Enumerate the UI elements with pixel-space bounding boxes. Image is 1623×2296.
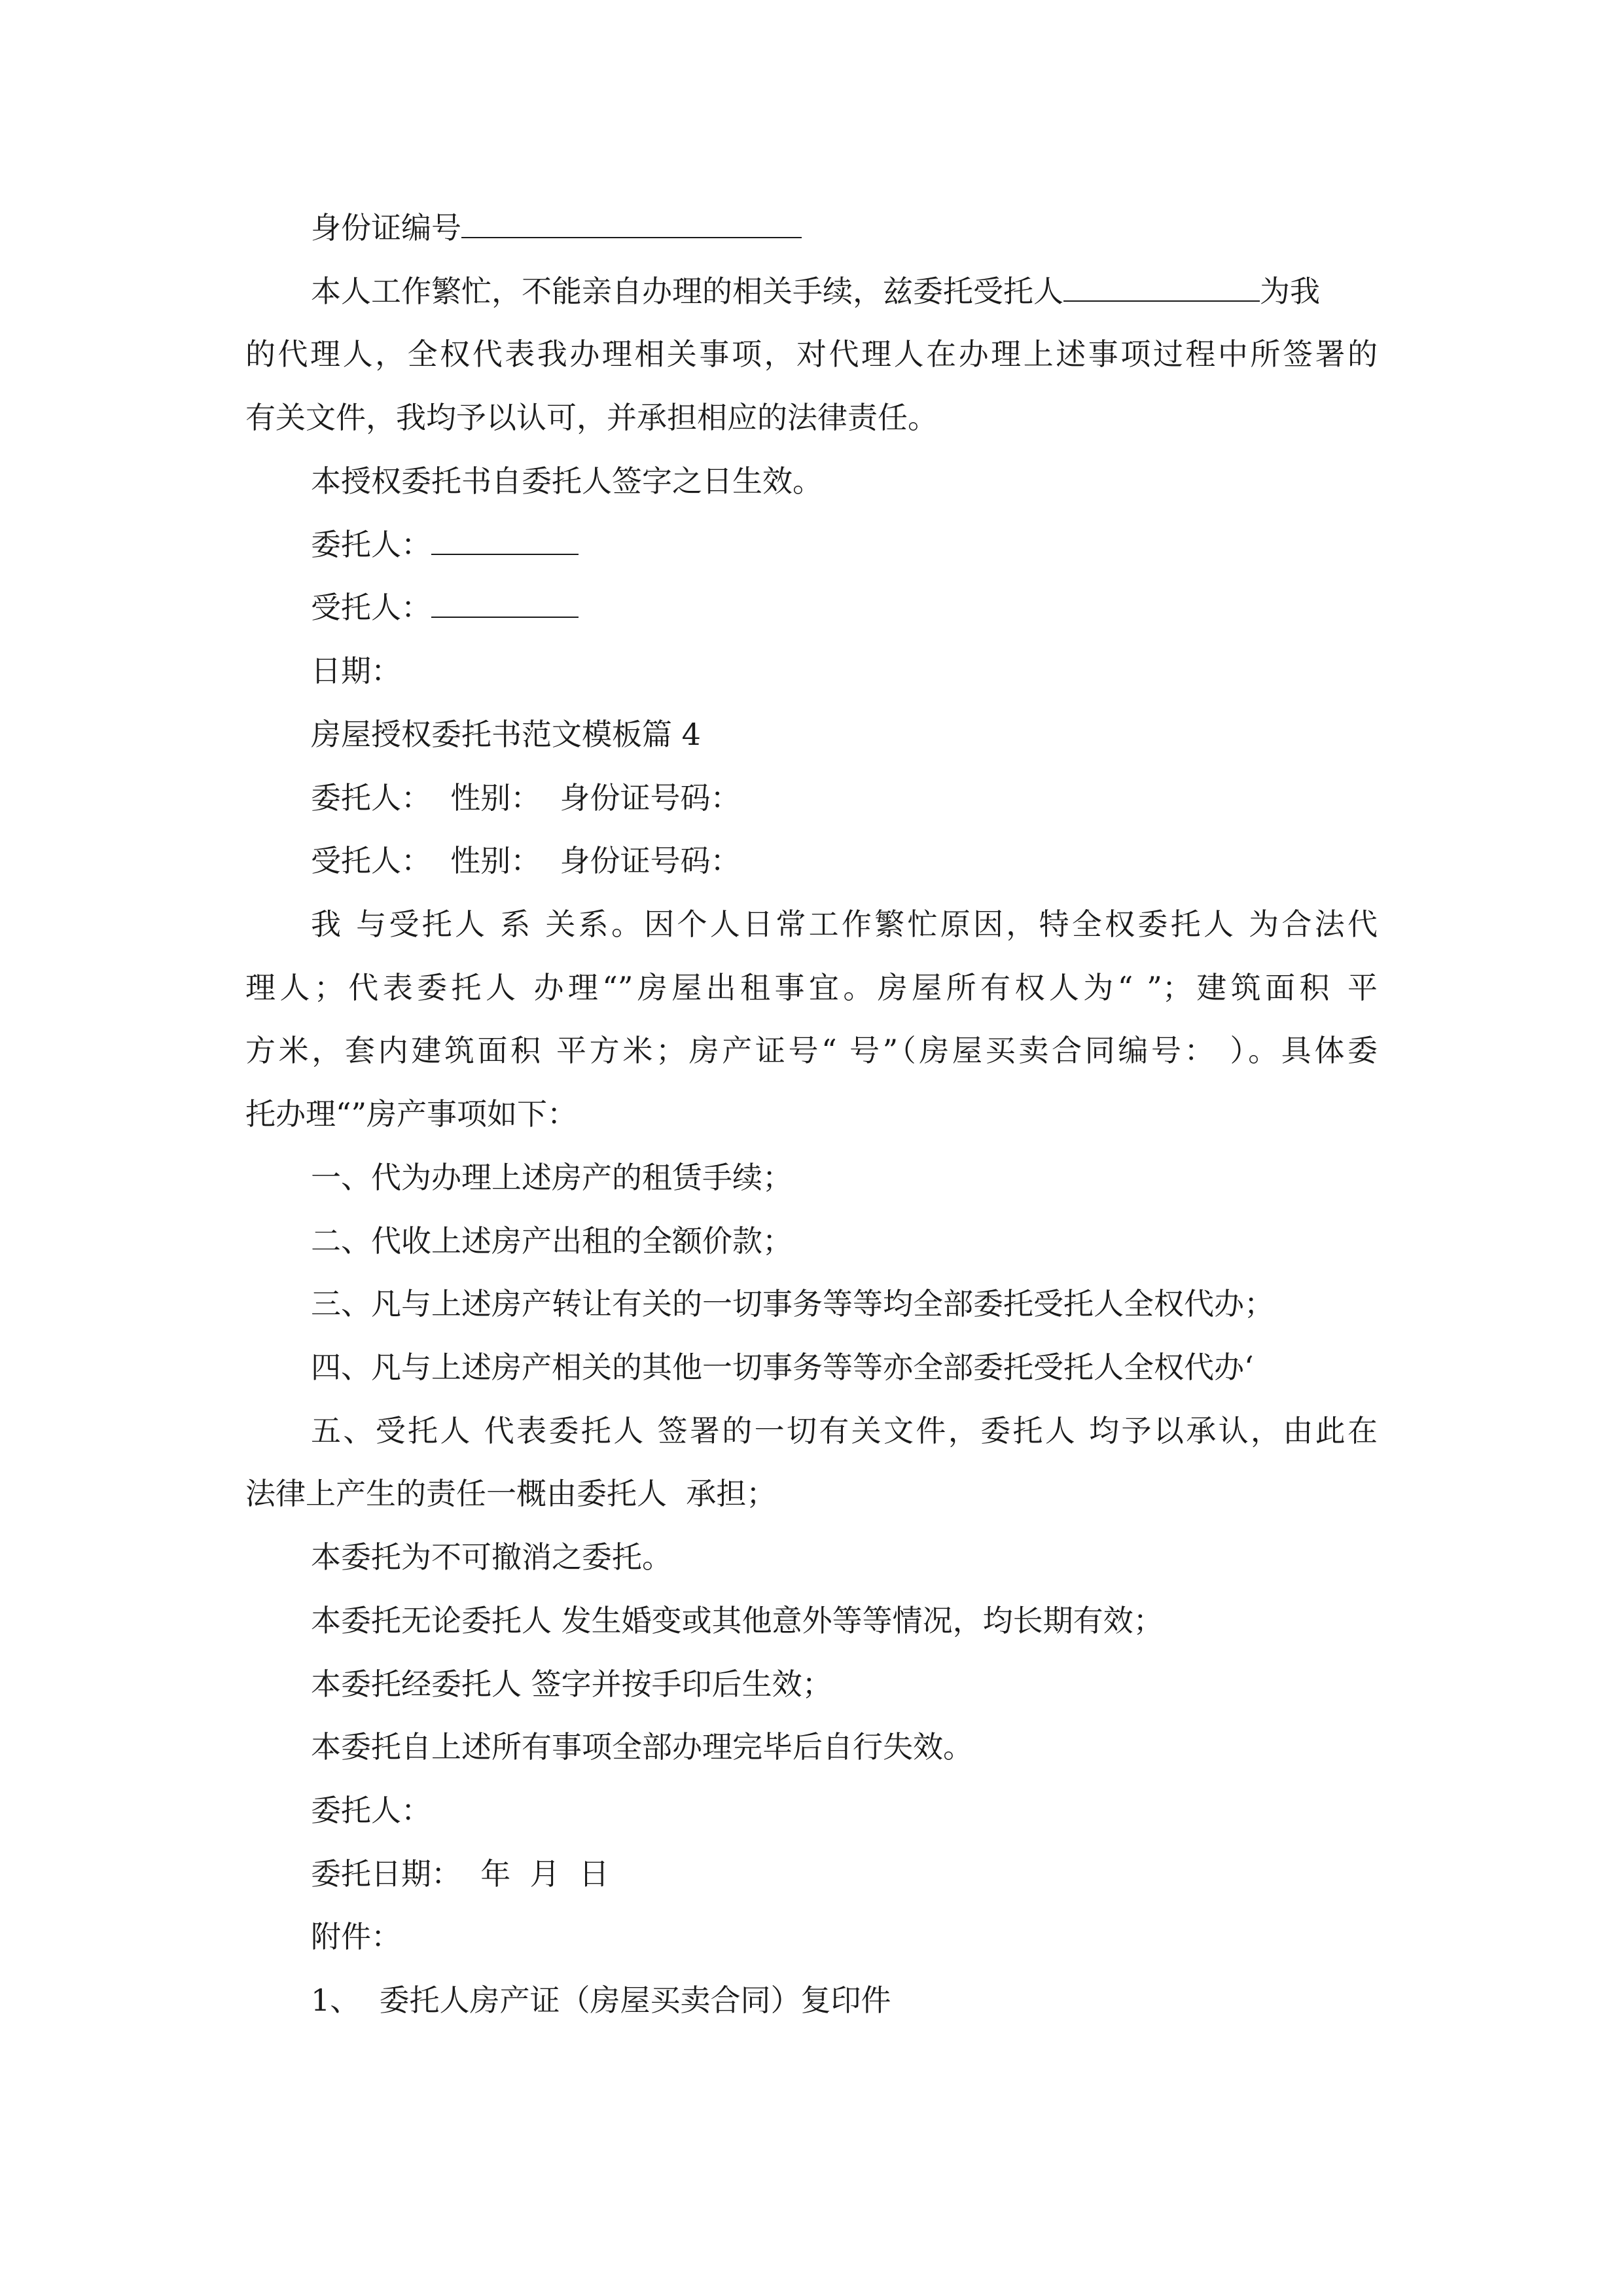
paragraph-2-line-4: 托办理“”房产事项如下： [245,1096,578,1132]
list-item: 一、代为办理上述房产的租赁手续； [311,1160,793,1195]
principal-label: 委托人： [311,527,431,562]
principal-info: 委托人： 性别： 身份证号码： [311,780,741,816]
principal-sign-line [311,525,579,564]
signature-principal: 委托人： [311,1793,431,1828]
paragraph-1-line-3: 有关文件，我均予以认可，并承担相应的法律责任。 [245,400,938,435]
attachment-item: 1、 委托人房产证（房屋买卖合同）复印件 [311,1982,891,2018]
id-number-line [311,208,802,247]
effect-statement: 本授权委托书自委托人签字之日生效。 [311,463,823,499]
agent-blank [431,589,579,618]
sign-date: 委托日期： 年 月 日 [311,1856,609,1892]
paragraph-1-line-1 [311,272,1320,311]
section-title: 房屋授权委托书范文模板篇 4 [311,717,701,752]
attachments-label: 附件： [311,1919,401,1954]
paragraph-1-text-a: 本人工作繁忙，不能亲自办理的相关手续，兹委托受托人 [311,274,1063,309]
list-item: 二、代收上述房产出租的全额价款； [311,1223,793,1259]
clause: 本委托经委托人 签字并按手印后生效； [311,1666,832,1702]
paragraph-2-line-3: 方米，套内建筑面积 平方米；房产证号“ 号”（房屋买卖合同编号： ）。具体委 [245,1033,1378,1068]
clause: 本委托为不可撤消之委托。 [311,1539,672,1575]
paragraph-1-line-2: 的代理人，全权代表我办理相关事项，对代理人在办理上述事项过程中所签署的 [245,336,1378,372]
agent-sign-line [311,588,579,627]
id-number-blank [461,209,802,238]
principal-blank [431,526,579,555]
date-label: 日期： [311,653,401,689]
agent-name-blank [1063,273,1260,302]
agent-info: 受托人： 性别： 身份证号码： [311,843,741,878]
list-item: 四、凡与上述房产相关的其他一切事务等等亦全部委托受托人全权代办‘ [311,1350,1254,1385]
item-5-line-2: 法律上产生的责任一概由委托人 承担； [245,1476,777,1511]
clause: 本委托无论委托人 发生婚变或其他意外等等情况，均长期有效； [311,1603,1164,1638]
paragraph-2-line-1: 我 与受托人 系 关系。因个人日常工作繁忙原因，特全权委托人 为合法代 [311,906,1378,942]
paragraph-1-text-b: 为我 [1260,274,1320,309]
clause: 本委托自上述所有事项全部办理完毕后自行失效。 [311,1729,973,1765]
paragraph-2-line-2: 理人；代表委托人 办理“”房屋出租事宜。房屋所有权人为“ ”；建筑面积 平 [245,970,1378,1005]
item-5-line-1: 五、受托人 代表委托人 签署的一切有关文件，委托人 均予以承认，由此在 [311,1413,1378,1448]
list-item: 三、凡与上述房产转让有关的一切事务等等均全部委托受托人全权代办； [311,1286,1274,1321]
id-number-label: 身份证编号 [311,210,461,245]
agent-label: 受托人： [311,590,431,625]
